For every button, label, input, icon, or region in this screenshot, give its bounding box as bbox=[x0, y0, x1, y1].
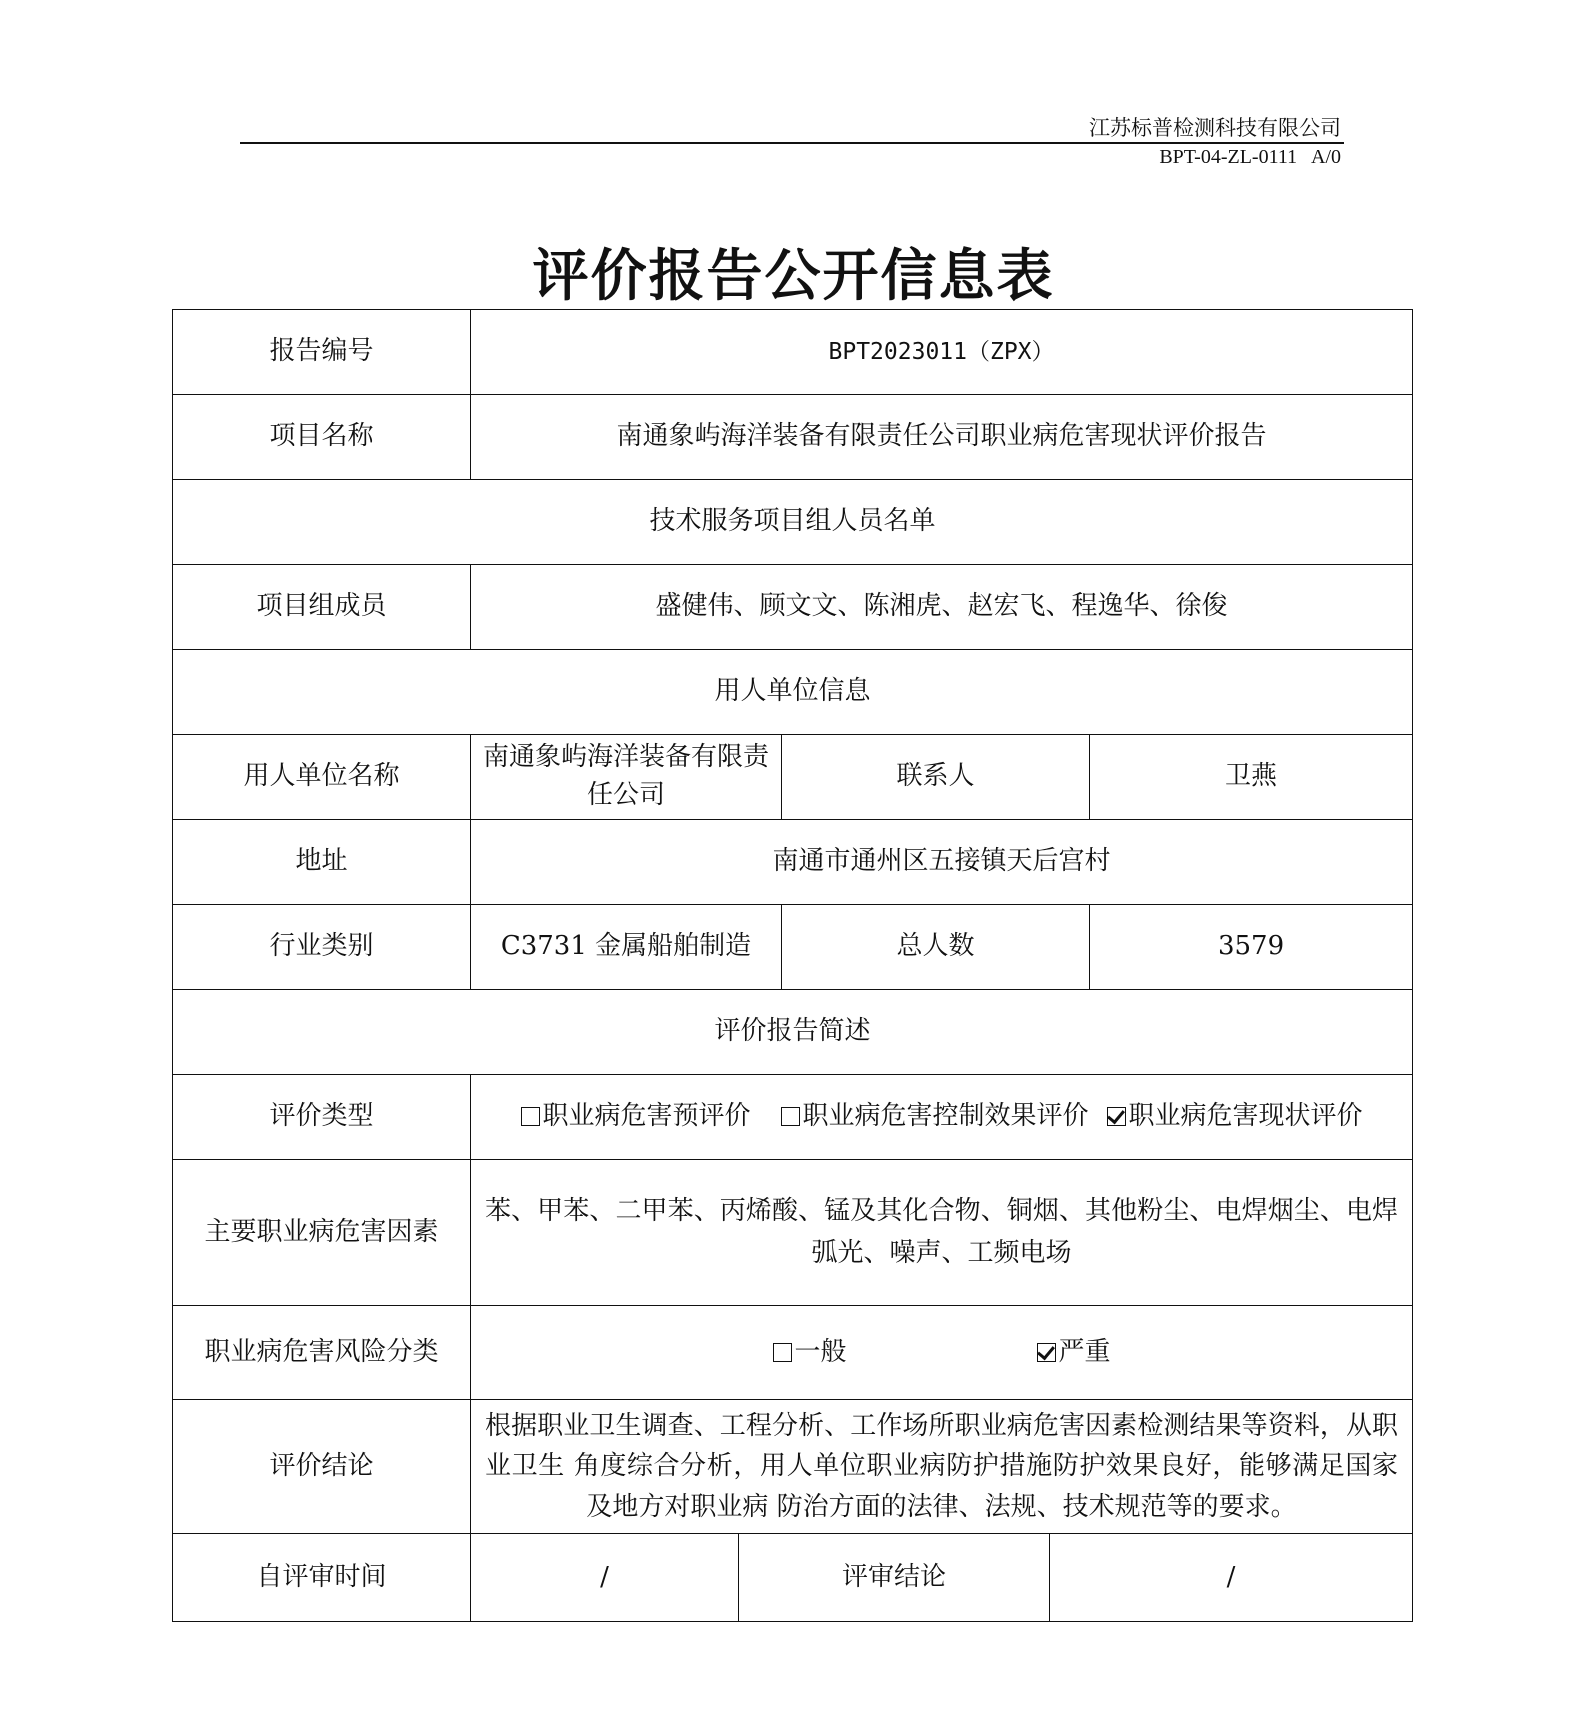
eval-type-option-label: 职业病危害控制效果评价 bbox=[802, 1101, 1089, 1132]
row-team-section bbox=[173, 480, 1413, 565]
row-employer bbox=[173, 735, 1413, 820]
value-report-no: BPT2023011（ZPX） bbox=[471, 310, 1413, 395]
label-contact: 联系人 bbox=[782, 735, 1090, 820]
row-industry bbox=[173, 905, 1413, 990]
eval-type-option-status[interactable] bbox=[1107, 1096, 1363, 1138]
value-eval-type bbox=[471, 1075, 1413, 1160]
section-team-heading: 技术服务项目组人员名单 bbox=[173, 480, 1413, 565]
checkbox-icon[interactable] bbox=[773, 1343, 792, 1362]
risk-option-severe[interactable] bbox=[1037, 1332, 1111, 1374]
label-review-result: 评审结论 bbox=[739, 1534, 1050, 1622]
checked-checkbox-icon[interactable] bbox=[1037, 1343, 1056, 1362]
section-employer-heading: 用人单位信息 bbox=[173, 650, 1413, 735]
label-headcount: 总人数 bbox=[782, 905, 1090, 990]
value-review-result: / bbox=[1050, 1534, 1413, 1622]
info-table bbox=[172, 309, 1413, 1622]
value-risk-class bbox=[471, 1306, 1413, 1400]
risk-option-label: 严重 bbox=[1058, 1336, 1111, 1367]
header-divider bbox=[240, 142, 1344, 144]
value-hazards: 苯、甲苯、二甲苯、丙烯酸、锰及其化合物、铜烟、其他粉尘、电焊烟尘、电焊弧光、噪声、工频电场 bbox=[471, 1160, 1413, 1306]
row-team-members bbox=[173, 565, 1413, 650]
risk-option-general[interactable] bbox=[773, 1332, 847, 1374]
value-employer-name: 南通象屿海洋装备有限责任公司 bbox=[471, 735, 782, 820]
eval-type-option-label: 职业病危害预评价 bbox=[542, 1101, 751, 1132]
value-industry: C3731 金属船舶制造 bbox=[471, 905, 782, 990]
doc-code: BPT-04-ZL-0111 bbox=[1159, 146, 1298, 168]
row-address bbox=[173, 820, 1413, 905]
checkbox-icon[interactable] bbox=[781, 1107, 800, 1126]
doc-version: A/0 bbox=[1311, 146, 1341, 168]
row-eval-type bbox=[173, 1075, 1413, 1160]
row-hazards bbox=[173, 1160, 1413, 1306]
label-review-time: 自评审时间 bbox=[173, 1534, 471, 1622]
value-team-members: 盛健伟、顾文文、陈湘虎、赵宏飞、程逸华、徐俊 bbox=[471, 565, 1413, 650]
label-report-no: 报告编号 bbox=[173, 310, 471, 395]
value-address: 南通市通州区五接镇天后宫村 bbox=[471, 820, 1413, 905]
row-employer-section bbox=[173, 650, 1413, 735]
row-project-name bbox=[173, 395, 1413, 480]
label-risk-class: 职业病危害风险分类 bbox=[173, 1306, 471, 1400]
value-contact: 卫燕 bbox=[1090, 735, 1413, 820]
value-headcount: 3579 bbox=[1090, 905, 1413, 990]
label-conclusion: 评价结论 bbox=[173, 1400, 471, 1534]
value-conclusion: 根据职业卫生调查、工程分析、工作场所职业病危害因素检测结果等资料，从职业卫生 角度综合分析，用人单位职业病防护措施防护效果良好，能够满足国家及地方对职业病 防治方面的法律、法规、技术规范等的要求。 bbox=[471, 1400, 1413, 1534]
row-risk-class bbox=[173, 1306, 1413, 1400]
value-project-name: 南通象屿海洋装备有限责任公司职业病危害现状评价报告 bbox=[471, 395, 1413, 480]
label-address: 地址 bbox=[173, 820, 471, 905]
label-project-name: 项目名称 bbox=[173, 395, 471, 480]
eval-type-option-control[interactable] bbox=[781, 1096, 1089, 1138]
label-team-members: 项目组成员 bbox=[173, 565, 471, 650]
label-employer-name: 用人单位名称 bbox=[173, 735, 471, 820]
section-summary-heading: 评价报告简述 bbox=[173, 990, 1413, 1075]
document-code bbox=[1159, 146, 1341, 169]
row-report-no bbox=[173, 310, 1413, 395]
checked-checkbox-icon[interactable] bbox=[1107, 1107, 1126, 1126]
checkbox-icon[interactable] bbox=[521, 1107, 540, 1126]
eval-type-option-pre[interactable] bbox=[521, 1096, 751, 1138]
label-eval-type: 评价类型 bbox=[173, 1075, 471, 1160]
row-conclusion bbox=[173, 1400, 1413, 1534]
risk-option-label: 一般 bbox=[794, 1336, 847, 1367]
value-review-time: / bbox=[471, 1534, 739, 1622]
row-review bbox=[173, 1534, 1413, 1622]
label-hazards: 主要职业病危害因素 bbox=[173, 1160, 471, 1306]
label-industry: 行业类别 bbox=[173, 905, 471, 990]
row-summary-section bbox=[173, 990, 1413, 1075]
eval-type-option-label: 职业病危害现状评价 bbox=[1128, 1101, 1363, 1132]
page-title: 评价报告公开信息表 bbox=[532, 243, 1055, 309]
company-name: 江苏标普检测科技有限公司 bbox=[1089, 116, 1341, 140]
